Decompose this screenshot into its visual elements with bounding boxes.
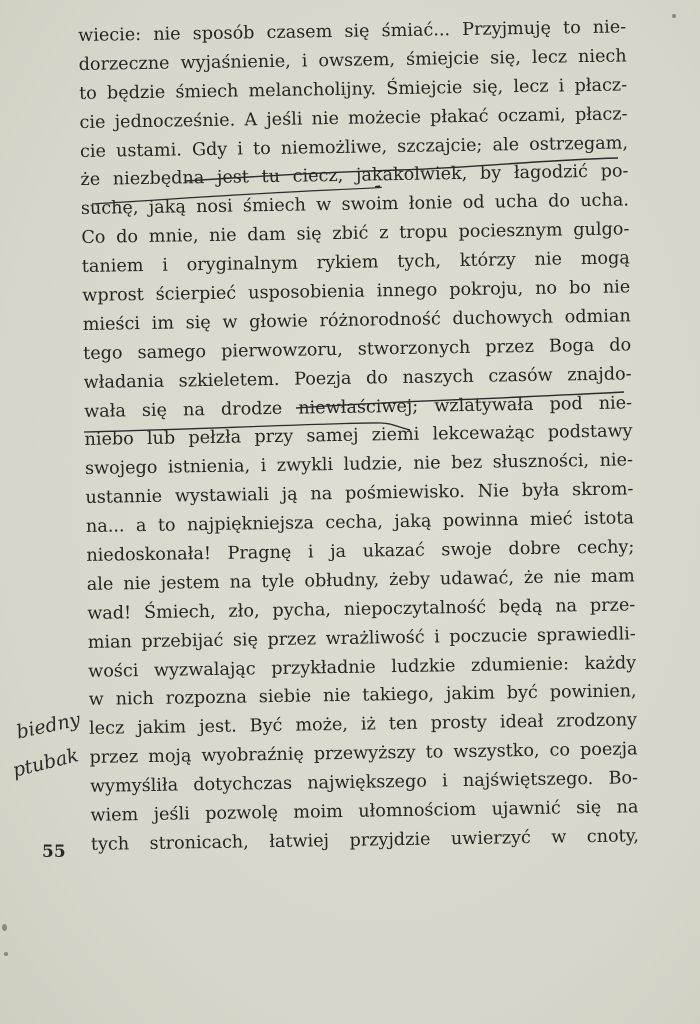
text-line: niebo lub pełzła przy samej ziemi lekceważąc podstawy <box>84 421 633 451</box>
text-line: że niezbędna jest tu ciecz, jakakolwiek, by łagodzić po- <box>80 161 629 191</box>
text-line: ale nie jestem na tyle obłudny, żeby udawać, że nie mam <box>86 566 635 595</box>
text-line: ustannie wystawiali ją na pośmiewisko. Nie była skrom- <box>85 479 634 509</box>
text-line: mian przebijać się przez wrażliwość i poczucie sprawiedli- <box>87 624 636 653</box>
body-text <box>78 13 639 859</box>
text-line: dorzeczne wyjaśnienie, i owszem, śmiejcie się, lecz niech <box>78 46 627 75</box>
text-line: władania szkieletem. Poezja do naszych czasów znajdo- <box>83 364 632 393</box>
text-line: lecz jakim jest. Być może, iż ten prosty ideał zrodzony <box>88 710 638 740</box>
text-line: w nich rozpozna siebie nie takiego, jakim być powinien, <box>88 681 637 711</box>
text-line: wymyśliła dotychczas największego i najświętszego. Bo- <box>89 768 639 798</box>
text-line: wprost ścierpieć usposobienia innego pokroju, no bo nie <box>82 277 631 306</box>
handwritten-margin-note: biedny <box>14 708 83 744</box>
text-line: cie jednocześnie. A jeśli nie możecie płakać oczami, płacz- <box>79 104 628 133</box>
text-line: wiecie: nie sposób czasem się śmiać... Przyjmuję to nie- <box>78 17 627 46</box>
edge-spot <box>4 952 8 956</box>
page-number: 55 <box>42 842 66 862</box>
text-line: suchę, jaką nosi śmiech w swoim łonie od ucha do ucha. <box>80 190 630 220</box>
text-line: tych stronicach, łatwiej przyjdzie uwierzyć w cnoty, <box>90 826 640 855</box>
text-line: to będzie śmiech melancholijny. Śmiejcie się, lecz i płacz- <box>78 75 628 104</box>
text-line: cie ustami. Gdy i to niemożliwe, szczajcie; ale ostrzegam, <box>79 132 629 162</box>
edge-spot <box>672 14 676 18</box>
edge-spot <box>2 924 7 931</box>
text-line: niedoskonała! Pragnę i ja ukazać swoje dobre cechy; <box>86 537 635 566</box>
text-line: na... a to najpiękniejsza cecha, jaką powinna mieć istota <box>85 508 635 538</box>
text-line: wad! Śmiech, zło, pycha, niepoczytalność będą na prze- <box>87 595 636 624</box>
text-line: przez moją wyobraźnię przewyższy to wszystko, co poezja <box>89 739 638 769</box>
text-line: wała się na drodze niewłaściwej; wzlatywała pod nie- <box>83 392 633 422</box>
text-line: wości wyzwalając przykładnie ludzkie zdumienie: każdy <box>88 652 637 682</box>
handwritten-margin-note: ptubak <box>10 744 81 782</box>
text-line: wiem jeśli pozwolę moim ułomnościom ujawnić się na <box>90 797 639 826</box>
text-line: mieści im się w głowie różnorodność duchowych odmian <box>82 306 631 335</box>
text-line: tego samego pierwowzoru, stworzonych przez Boga do <box>83 335 632 364</box>
text-line: Co do mnie, nie dam się zbić z tropu pociesznym gulgo- <box>81 219 630 249</box>
text-line: swojego istnienia, i zwykli ludzie, nie bez słuszności, nie- <box>84 450 634 480</box>
text-line: taniem i oryginalnym rykiem tych, którzy nie mogą <box>81 248 630 278</box>
